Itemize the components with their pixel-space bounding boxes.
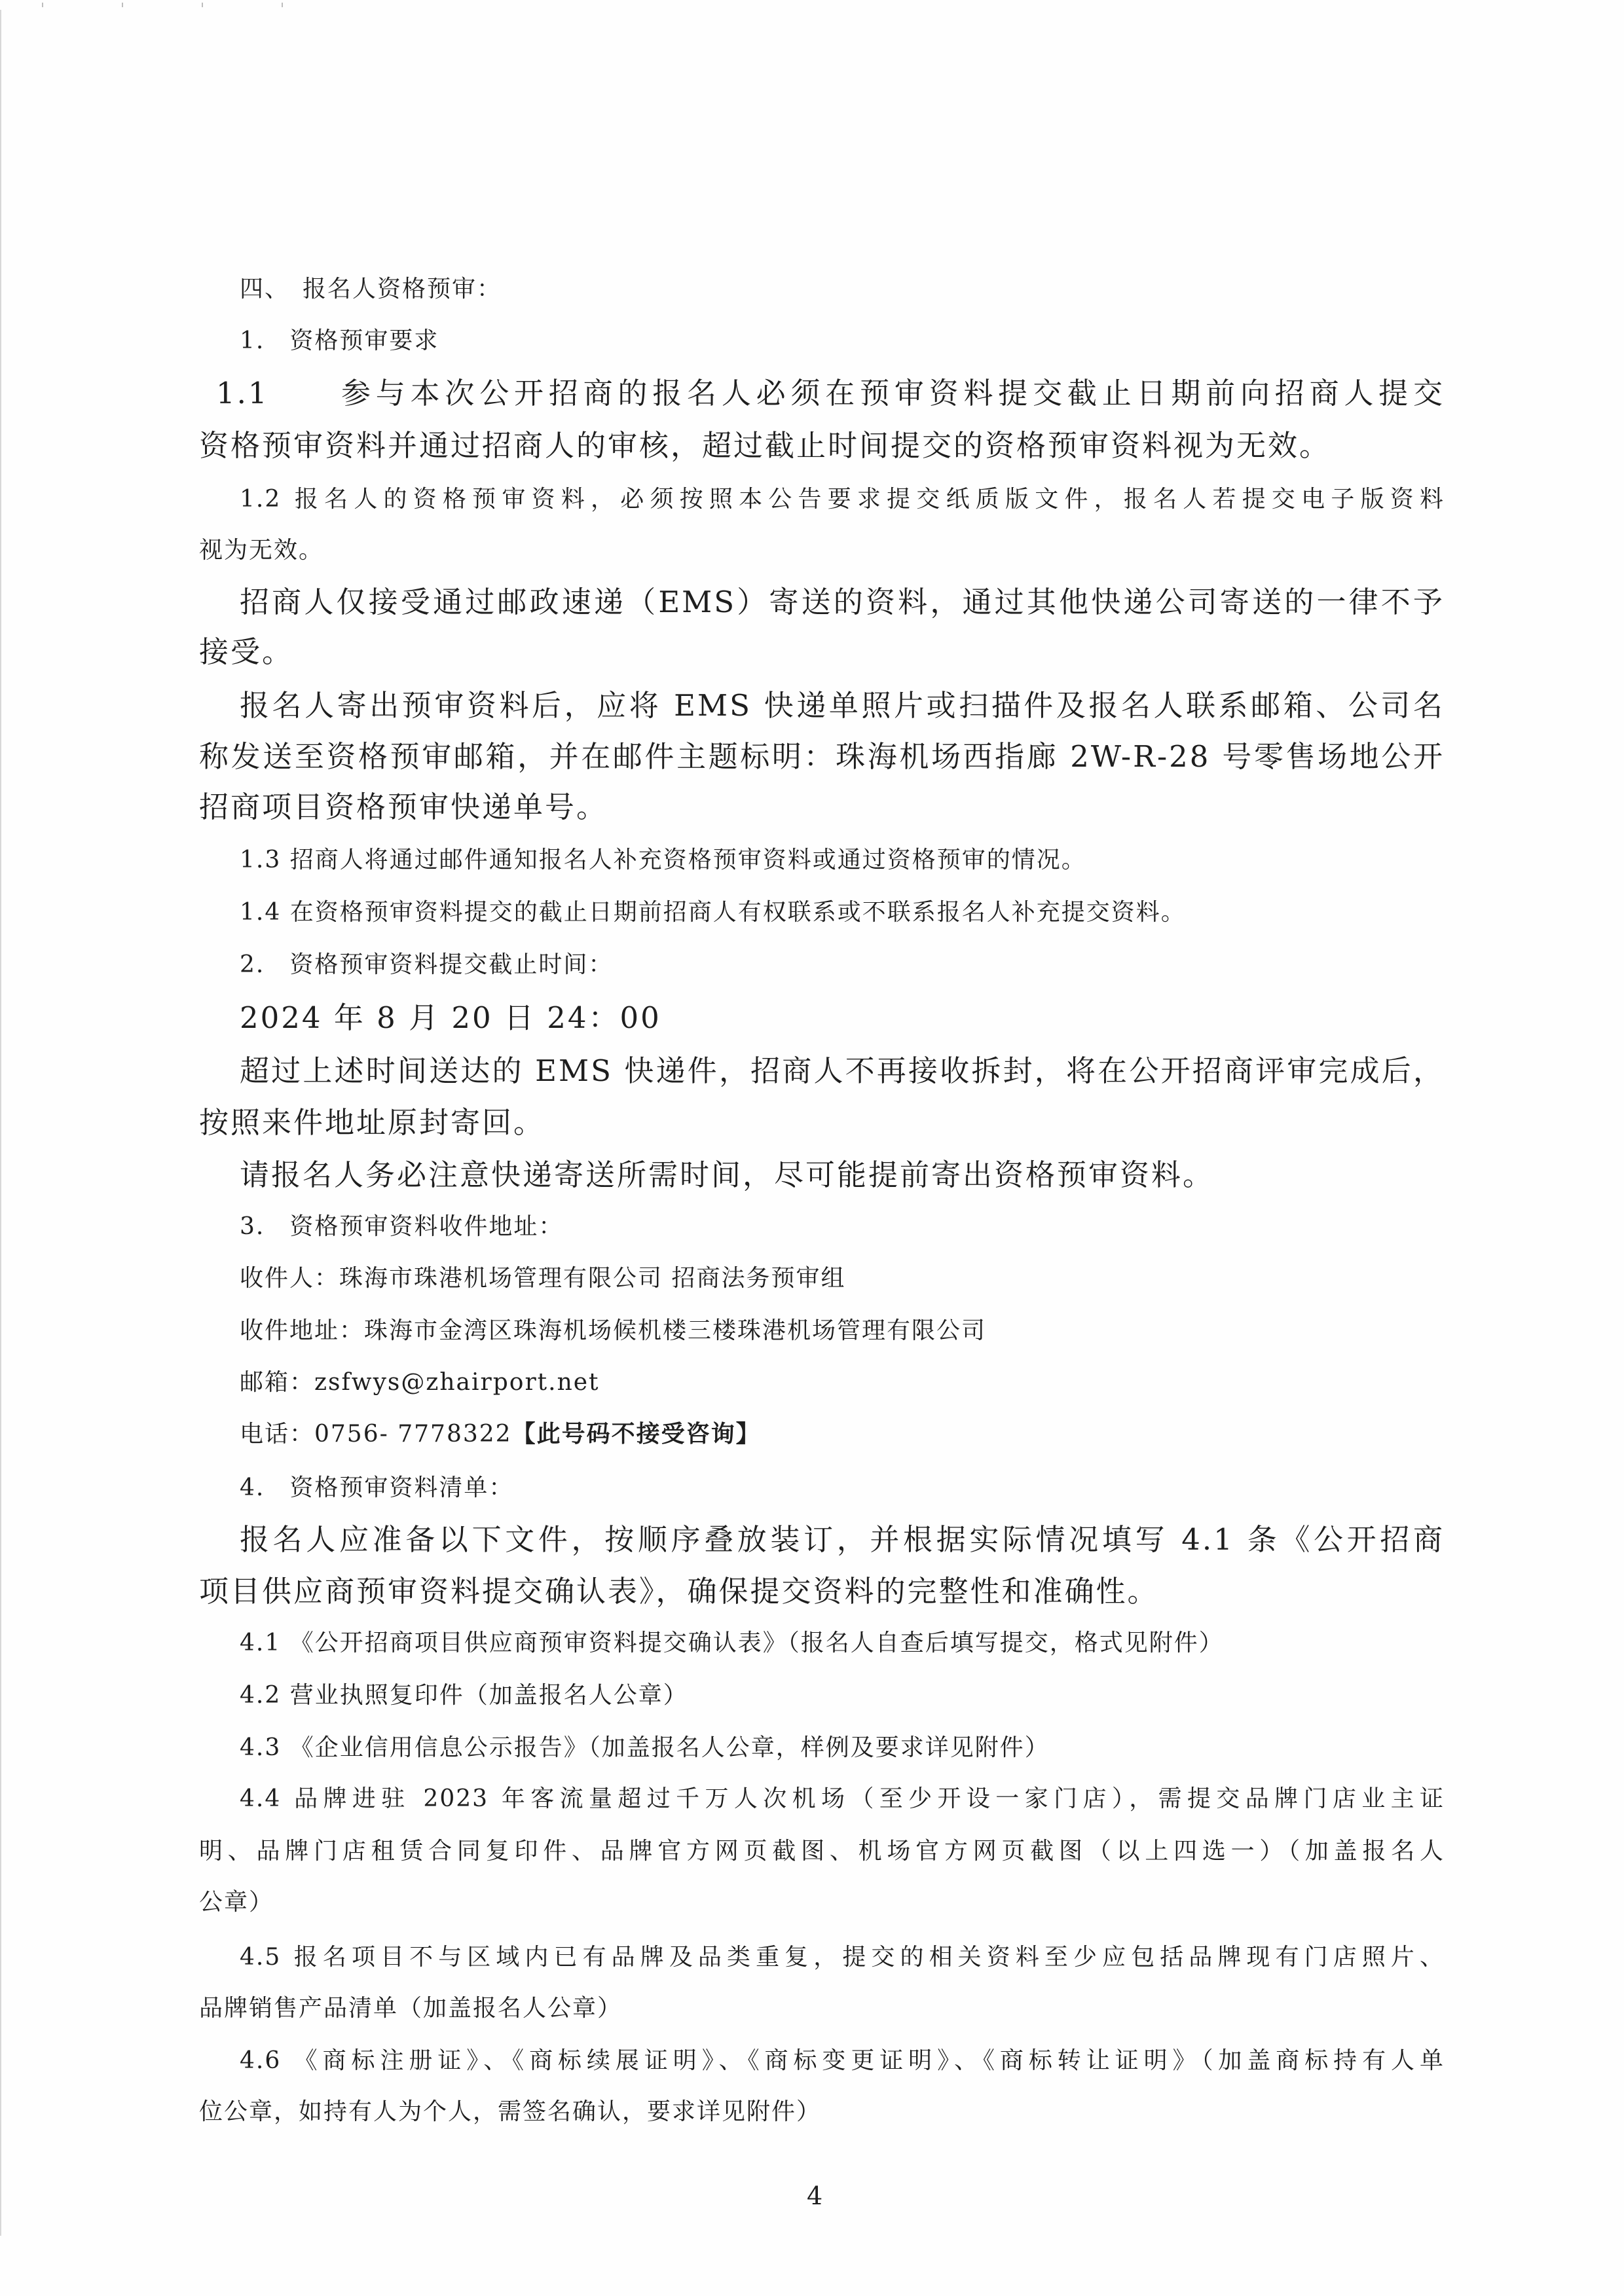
checklist-item-4-5-line-1: 4.5 报名项目不与区域内已有品牌及品类重复，提交的相关资料至少应包括品牌现有门店照片、 xyxy=(240,1944,1445,1971)
subsection-heading-4: 4. 资格预审资料清单： xyxy=(240,1474,514,1501)
email-line[interactable]: 邮箱：zsfwys@zhairport.net xyxy=(240,1369,600,1396)
subsection-heading-1: 1. 资格预审要求 xyxy=(240,327,439,354)
recipient-line: 收件人：珠海市珠港机场管理有限公司 招商法务预审组 xyxy=(240,1265,846,1292)
subsection-heading-3: 3. 资格预审资料收件地址： xyxy=(240,1213,564,1240)
checklist-item-4-4-line-1: 4.4 品牌进驻 2023 年客流量超过千万人次机场（至少开设一家门店），需提交品牌门店业主证 xyxy=(240,1785,1445,1812)
checklist-item-4-6-line-2: 位公章，如持有人为个人，需签名确认，要求详见附件） xyxy=(199,2098,822,2125)
punch-mark xyxy=(202,3,203,7)
paragraph-notice: 请报名人务必注意快递寄送所需时间，尽可能提前寄出资格预审资料。 xyxy=(240,1157,1215,1192)
paragraph-after-send-line-2: 称发送至资格预审邮箱，并在邮件主题标明：珠海机场西指廊 2W-R-28 号零售场地公开 xyxy=(199,739,1445,774)
checklist-item-4-1: 4.1 《公开招商项目供应商预审资料提交确认表》（报名人自查后填写提交，格式见附件） xyxy=(240,1630,1224,1656)
phone-note: 【此号码不接受咨询】 xyxy=(511,1420,761,1448)
paragraph-checklist-intro-line-2: 项目供应商预审资料提交确认表》，确保提交资料的完整性和准确性。 xyxy=(199,1574,1159,1609)
paragraph-1-4: 1.4 在资格预审资料提交的截止日期前招商人有权联系或不联系报名人补充提交资料。 xyxy=(240,899,1186,926)
checklist-item-4-2: 4.2 营业执照复印件（加盖报名人公章） xyxy=(240,1682,688,1709)
paragraph-late-line-2: 按照来件地址原封寄回。 xyxy=(199,1105,545,1140)
checklist-item-4-6-line-1: 4.6 《商标注册证》、《商标续展证明》、《商标变更证明》、《商标转让证明》（加盖商标持有人单 xyxy=(240,2047,1445,2074)
punch-mark xyxy=(282,3,283,7)
punch-mark xyxy=(42,3,43,7)
checklist-item-4-4-line-2: 明、品牌门店租赁合同复印件、品牌官方网页截图、机场官方网页截图（以上四选一）（加盖报名人 xyxy=(199,1838,1445,1865)
address-line: 收件地址：珠海市金湾区珠海机场候机楼三楼珠港机场管理有限公司 xyxy=(240,1317,987,1344)
paragraph-1-2-line-1: 1.2 报名人的资格预审资料，必须按照本公告要求提交纸质版文件，报名人若提交电子版资料 xyxy=(240,486,1445,513)
deadline-datetime: 2024 年 8 月 20 日 24：00 xyxy=(240,1000,661,1035)
paragraph-1-3: 1.3 招商人将通过邮件通知报名人补充资格预审资料或通过资格预审的情况。 xyxy=(240,847,1086,873)
punch-mark xyxy=(122,3,123,7)
scan-edge-line xyxy=(0,10,1,2236)
checklist-item-4-5-line-2: 品牌销售产品清单（加盖报名人公章） xyxy=(199,1995,623,2022)
phone-line xyxy=(240,1422,761,1446)
paragraph-1-1-line-2: 资格预审资料并通过招商人的审核，超过截止时间提交的资格预审资料视为无效。 xyxy=(199,428,1331,463)
paragraph-checklist-intro-line-1: 报名人应准备以下文件，按顺序叠放装订，并根据实际情况填写 4.1 条《公开招商 xyxy=(240,1522,1445,1557)
subsection-heading-2: 2. 资格预审资料提交截止时间： xyxy=(240,951,614,978)
checklist-item-4-4-line-3: 公章） xyxy=(199,1889,274,1916)
paragraph-1-1-line-1: 1.1 参与本次公开招商的报名人必须在预审资料提交截止日期前向招商人提交 xyxy=(216,376,1445,410)
paragraph-after-send-line-1: 报名人寄出预审资料后，应将 EMS 快递单照片或扫描件及报名人联系邮箱、公司名 xyxy=(240,688,1445,723)
paragraph-ems-line-1: 招商人仅接受通过邮政速递（EMS）寄送的资料，通过其他快递公司寄送的一律不予 xyxy=(240,585,1445,619)
paragraph-late-line-1: 超过上述时间送达的 EMS 快递件，招商人不再接收拆封，将在公开招商评审完成后， xyxy=(240,1053,1445,1088)
phone-number: 电话：0756- 7778322 xyxy=(240,1421,512,1448)
paragraph-after-send-line-3: 招商项目资格预审快递单号。 xyxy=(199,790,608,824)
paragraph-1-2-line-2: 视为无效。 xyxy=(199,537,324,564)
page-number: 4 xyxy=(807,2181,823,2210)
checklist-item-4-3: 4.3 《企业信用信息公示报告》（加盖报名人公章，样例及要求详见附件） xyxy=(240,1734,1050,1761)
section-heading: 四、 报名人资格预审： xyxy=(240,276,502,302)
paragraph-ems-line-2: 接受。 xyxy=(199,634,294,669)
